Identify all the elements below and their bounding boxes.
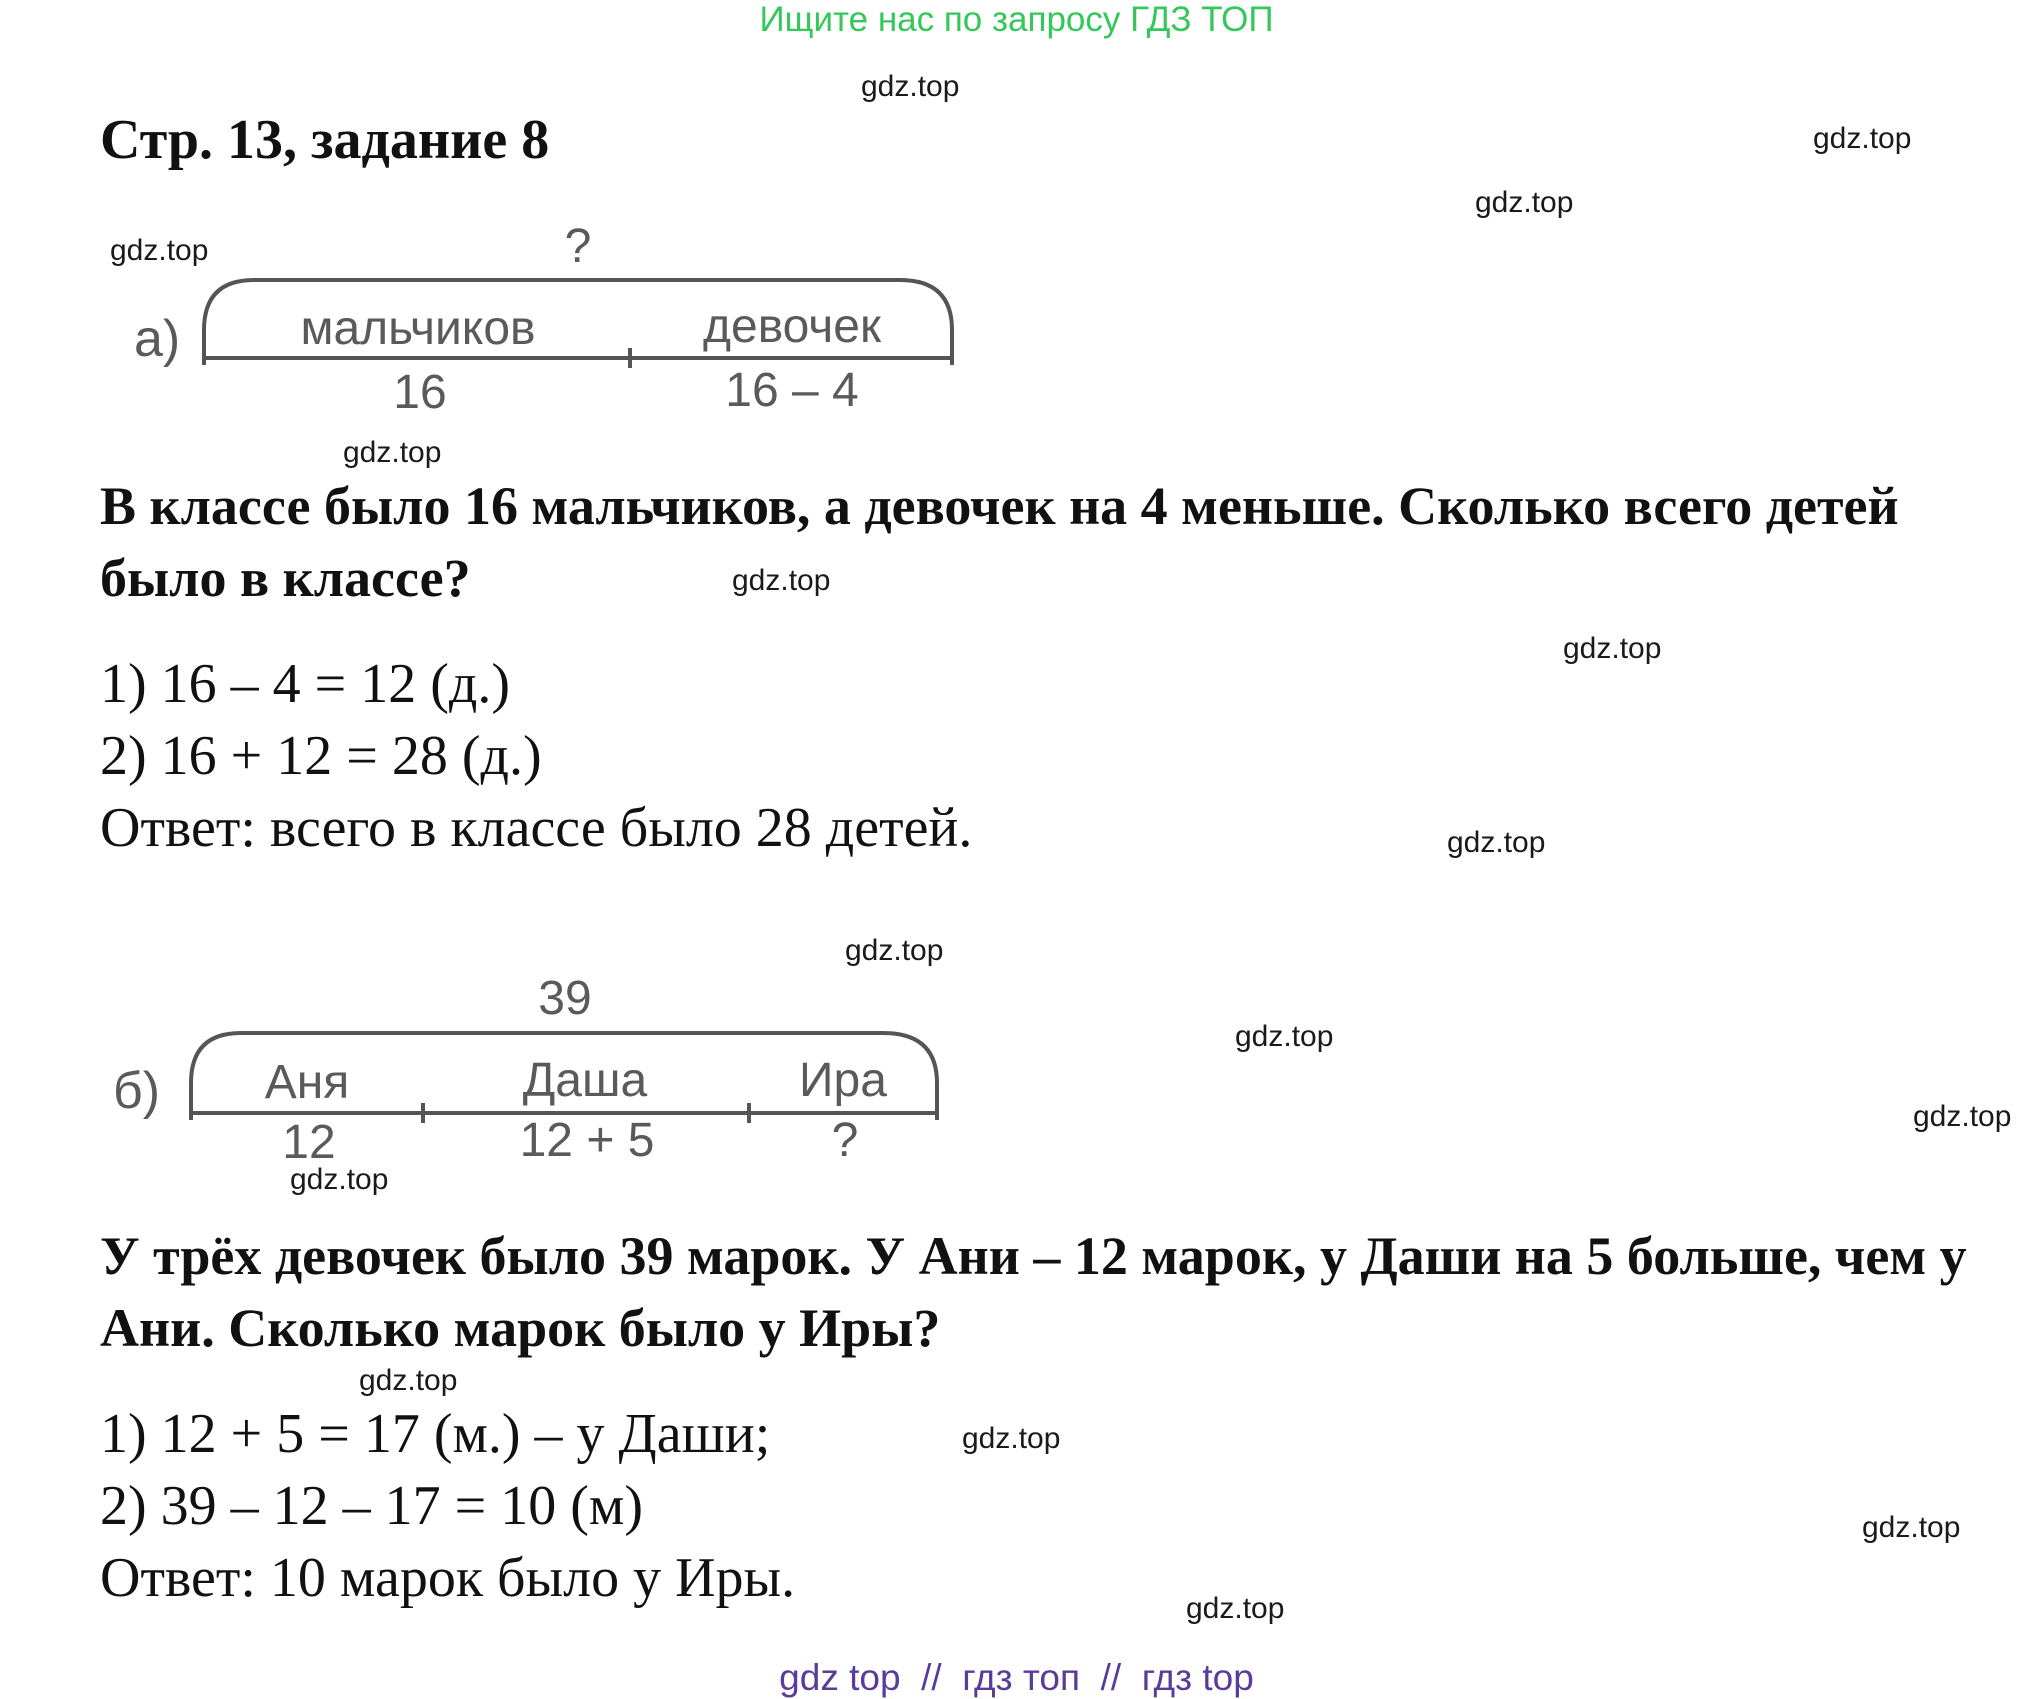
watermark: gdz.top	[1913, 1100, 2012, 1133]
diagram-a-segment-name: мальчиков	[300, 302, 536, 355]
watermark: gdz.top	[1813, 122, 1912, 155]
solution-a-step-1: 1) 16 – 4 = 12 (д.)	[100, 653, 511, 715]
watermark: gdz.top	[110, 234, 209, 267]
diagram-b-prefix: б)	[113, 1062, 161, 1120]
watermark: gdz.top	[1475, 186, 1574, 219]
watermark: gdz.top	[1862, 1511, 1961, 1544]
problem-b-text: У трёх девочек было 39 марок. У Ани – 12 марок, у Даши на 5 больше, чем у Ани. Сколько марок было у Иры?	[100, 1226, 1967, 1358]
watermark: gdz.top	[732, 564, 831, 597]
watermark: gdz.top	[1186, 1592, 1285, 1625]
footer-links: gdz top // гдз топ // гдз top	[779, 1657, 1254, 1698]
top-banner: Ищите нас по запросу ГДЗ ТОП	[759, 0, 1274, 39]
diagram-a-segment-value: 16 – 4	[725, 364, 859, 417]
diagram-b-segment-value: ?	[831, 1114, 859, 1167]
solution-b-step-2: 2) 39 – 12 – 17 = 10 (м)	[100, 1475, 643, 1537]
diagram-b-segment-value: 12 + 5	[519, 1114, 655, 1167]
watermark: gdz.top	[861, 70, 960, 103]
watermark: gdz.top	[1235, 1020, 1334, 1053]
watermark: gdz.top	[1563, 632, 1662, 665]
watermark: gdz.top	[290, 1163, 389, 1196]
diagram-b-total: 39	[538, 972, 592, 1025]
solution-a-step-2: 2) 16 + 12 = 28 (д.)	[100, 725, 542, 787]
diagram-a-total: ?	[564, 220, 592, 273]
solution-b-step-1: 1) 12 + 5 = 17 (м.) – у Даши;	[100, 1403, 771, 1465]
watermark: gdz.top	[1447, 826, 1546, 859]
watermark: gdz.top	[845, 934, 944, 967]
watermark: gdz.top	[359, 1364, 458, 1397]
diagram-a-prefix: а)	[134, 310, 181, 368]
watermark: gdz.top	[962, 1422, 1061, 1455]
solution-a-answer: Ответ: всего в классе было 28 детей.	[100, 797, 973, 859]
diagram-b-segment-name: Аня	[264, 1056, 350, 1109]
diagram-a-segment-value: 16	[393, 366, 447, 419]
solution-b-answer: Ответ: 10 марок было у Иры.	[100, 1547, 796, 1609]
diagram-a	[120, 215, 980, 425]
diagram-b	[105, 965, 965, 1175]
watermark: gdz.top	[343, 436, 442, 469]
diagram-b-segment-value: 12	[282, 1116, 336, 1169]
page-title: Стр. 13, задание 8	[100, 109, 550, 171]
diagram-a-segment-name: девочек	[702, 300, 882, 353]
problem-a-text: В классе было 16 мальчиков, а девочек на 4 меньше. Сколько всего детей было в классе?	[100, 476, 1899, 608]
diagram-b-segment-name: Даша	[522, 1054, 648, 1107]
diagram-b-segment-name: Ира	[799, 1054, 887, 1107]
